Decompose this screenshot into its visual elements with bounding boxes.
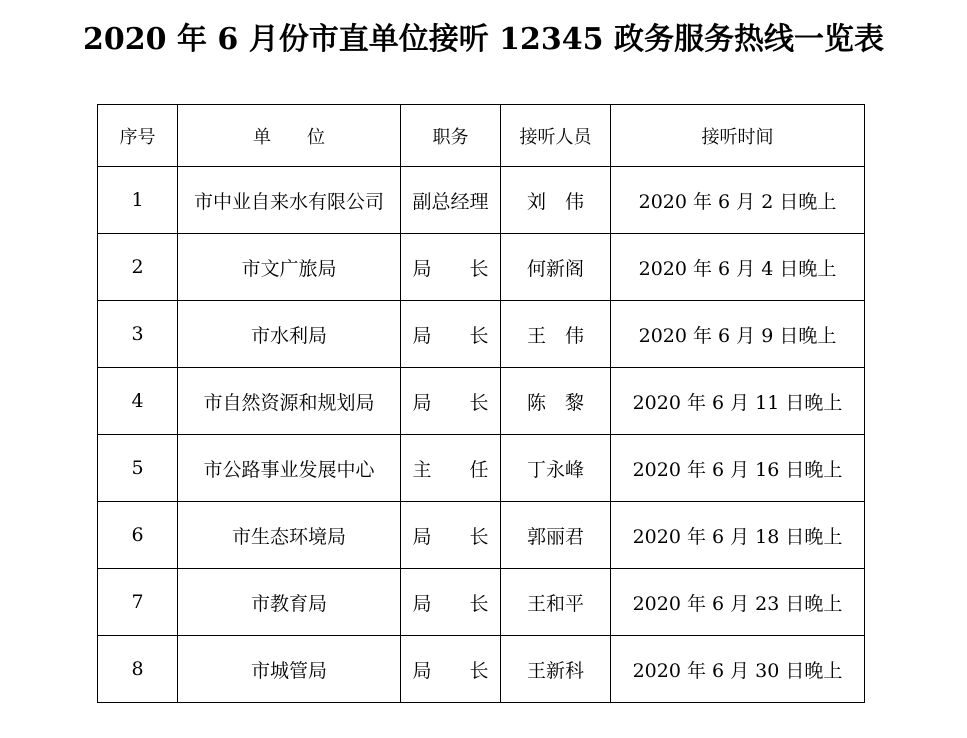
table-row	[98, 502, 865, 569]
cell-time: 2020 年 6 月 30 日晚上	[611, 636, 865, 703]
cell-time: 2020 年 6 月 4 日晚上	[611, 234, 865, 301]
cell-person: 王 伟	[501, 301, 611, 368]
cell-position: 主 任	[401, 435, 501, 502]
cell-no: 1	[98, 167, 178, 234]
header-position: 职务	[401, 105, 501, 167]
table-row	[98, 636, 865, 703]
cell-no: 7	[98, 569, 178, 636]
cell-unit: 市生态环境局	[178, 502, 401, 569]
cell-person: 何新阁	[501, 234, 611, 301]
cell-position: 副总经理	[401, 167, 501, 234]
cell-time: 2020 年 6 月 23 日晚上	[611, 569, 865, 636]
table-row	[98, 368, 865, 435]
table-row	[98, 301, 865, 368]
header-no: 序号	[98, 105, 178, 167]
cell-unit: 市水利局	[178, 301, 401, 368]
cell-unit: 市自然资源和规划局	[178, 368, 401, 435]
cell-no: 6	[98, 502, 178, 569]
cell-person: 王和平	[501, 569, 611, 636]
cell-unit: 市城管局	[178, 636, 401, 703]
cell-position: 局 长	[401, 234, 501, 301]
table-row	[98, 234, 865, 301]
cell-unit: 市文广旅局	[178, 234, 401, 301]
cell-person: 刘 伟	[501, 167, 611, 234]
cell-position: 局 长	[401, 502, 501, 569]
header-unit: 单 位	[178, 105, 401, 167]
cell-unit: 市中业自来水有限公司	[178, 167, 401, 234]
cell-no: 4	[98, 368, 178, 435]
cell-no: 2	[98, 234, 178, 301]
cell-unit: 市公路事业发展中心	[178, 435, 401, 502]
header-time: 接听时间	[611, 105, 865, 167]
cell-time: 2020 年 6 月 18 日晚上	[611, 502, 865, 569]
header-person: 接听人员	[501, 105, 611, 167]
cell-time: 2020 年 6 月 2 日晚上	[611, 167, 865, 234]
cell-person: 丁永峰	[501, 435, 611, 502]
table-row	[98, 167, 865, 234]
document-title: 2020 年 6 月份市直单位接听 12345 政务服务热线一览表	[83, 22, 884, 57]
cell-time: 2020 年 6 月 11 日晚上	[611, 368, 865, 435]
table-row	[98, 569, 865, 636]
cell-person: 郭丽君	[501, 502, 611, 569]
cell-no: 8	[98, 636, 178, 703]
cell-no: 5	[98, 435, 178, 502]
cell-time: 2020 年 6 月 16 日晚上	[611, 435, 865, 502]
hotline-table	[97, 104, 865, 703]
cell-position: 局 长	[401, 636, 501, 703]
cell-position: 局 长	[401, 569, 501, 636]
table-row	[98, 435, 865, 502]
table-header-row	[98, 105, 865, 167]
cell-position: 局 长	[401, 301, 501, 368]
cell-no: 3	[98, 301, 178, 368]
cell-person: 陈 黎	[501, 368, 611, 435]
cell-unit: 市教育局	[178, 569, 401, 636]
cell-position: 局 长	[401, 368, 501, 435]
cell-time: 2020 年 6 月 9 日晚上	[611, 301, 865, 368]
cell-person: 王新科	[501, 636, 611, 703]
